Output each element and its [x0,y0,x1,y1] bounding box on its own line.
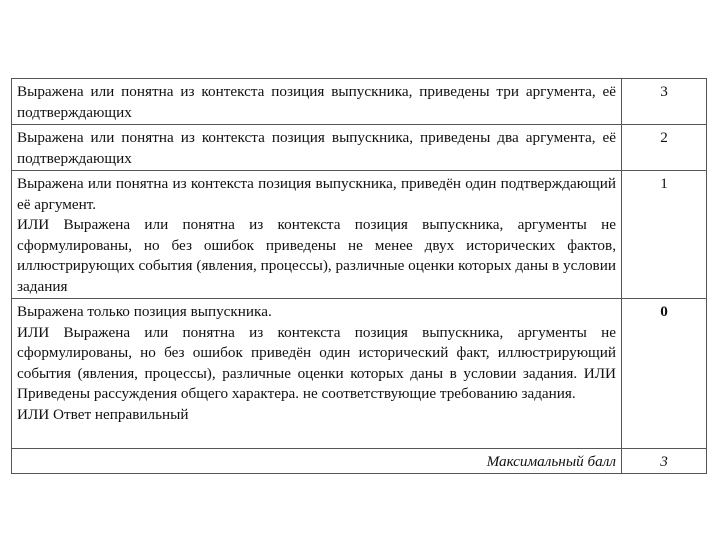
max-score-value: 3 [622,449,707,474]
criteria-score: 3 [622,79,707,125]
criteria-score: 2 [622,125,707,171]
criteria-row-2 [12,125,707,171]
criteria-text: Выражена или понятна из контекста позиция выпускника, приведены два аргумента, её подтверждающих [17,129,616,167]
max-score-row [12,449,707,474]
max-score-label: Максимальный балл [12,449,622,474]
criteria-text: Выражена или понятна из контекста позиция выпускника, приведён один подтверждающий её аргумент. [17,175,616,213]
criteria-score: 1 [622,171,707,299]
criteria-row-3 [12,79,707,125]
criteria-row-0 [12,299,707,449]
criteria-description [12,299,622,449]
scoring-criteria-table [11,78,707,474]
criteria-description [12,171,622,299]
criteria-score: 0 [622,299,707,449]
criteria-text: ИЛИ Выражена или понятна из контекста позиция выпускника, аргументы не сформулированы, но без ошибок приведены не менее двух исторических фактов, иллюстрирующих события (явления, процессы), различные оценки которых даны в условии задания [17,216,616,295]
criteria-row-1 [12,171,707,299]
criteria-text: ИЛИ Ответ неправильный [17,405,189,423]
criteria-text: Выражена только позиция выпускника. [17,303,272,320]
criteria-description [12,79,622,125]
criteria-text: Выражена или понятна из контекста позиция выпускника, приведены три аргумента, её подтверждающих [17,83,616,121]
criteria-text: ИЛИ Выражена или понятна из контекста позиция выпускника, аргументы не сформулированы, но без ошибок приведён один исторический факт, иллюстрирующий события (явления, процессы), различные оценки которых даны в условии задания. ИЛИ Приведены рассуждения общего характера. не соответствующие требованию задания. [17,323,616,402]
criteria-description [12,125,622,171]
